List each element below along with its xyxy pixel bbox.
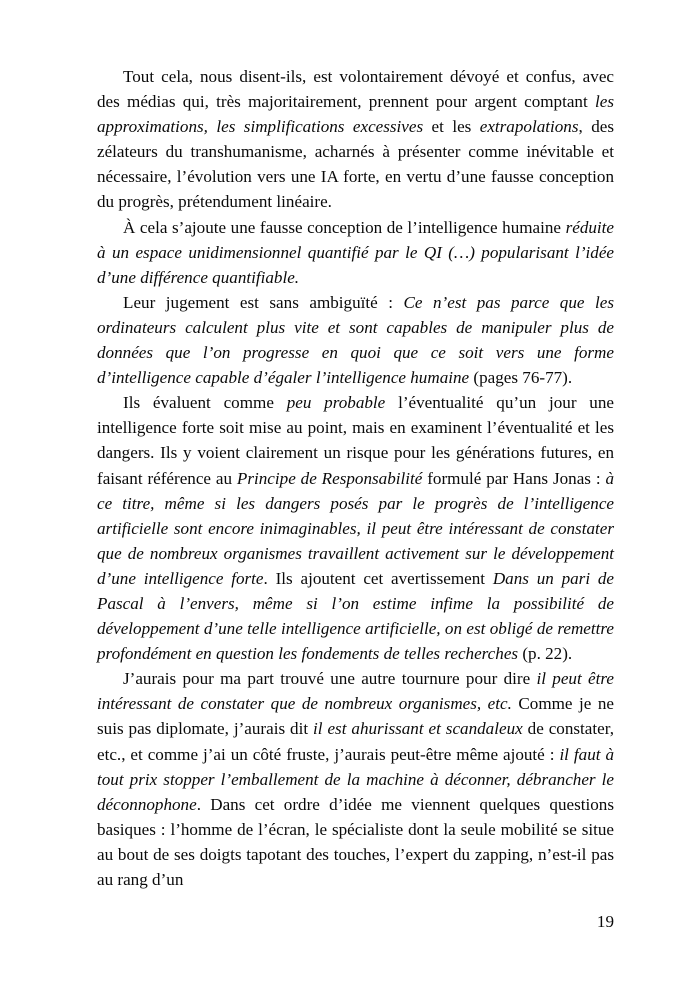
roman-run: J’aurais pour ma part trouvé une autre tournure pour dire (123, 669, 537, 689)
italic-run: Ce n’est pas parce que les ordinateurs calculent plus vite et sont capables de manipuler plus de données que l’on progresse en quoi que ce soit vers une forme d’intelligence capable d’égaler l’intelligence humaine (97, 292, 614, 388)
italic-run: à ce titre, même si les dangers posés par le progrès de l’intelligence artificielle sont encore inimaginables, il peut être intéressant de constater que de nombreux organismes travaillent activement sur le développement d’une intelligence forte (97, 468, 614, 588)
roman-run: de constater, etc., et comme j’ai un côté fruste, j’aurais peut-être même ajouté : (97, 719, 615, 764)
italic-run: les approximations, les simplifications excessives (97, 92, 614, 137)
italic-run: il est ahurissant et scandaleux (313, 719, 523, 739)
roman-run: formulé par Hans Jonas : (422, 468, 606, 488)
roman-run: . Ils ajoutent cet avertissement (263, 568, 493, 588)
roman-run: Comme je ne suis pas diplomate, j’aurais dit (97, 694, 615, 739)
roman-run: et les (423, 117, 480, 137)
italic-run: il peut être intéressant de constater que de nombreux organismes, etc. (97, 669, 614, 714)
roman-run: (p. 22). (518, 644, 573, 664)
roman-run: À cela s’ajoute une fausse conception de l’intelligence humaine (123, 217, 566, 237)
roman-run: , des zélateurs du transhumanisme, acharnés à présenter comme inévitable et nécessaire, l’évolution vers une IA forte, en vertu d’une fausse conception du progrès, prétendument linéaire. (97, 117, 614, 212)
italic-run: réduite à un espace unidimensionnel quantifié par le QI (…) popularisant l’idée d’une différence quantifiable. (97, 217, 614, 287)
paragraph (97, 64, 614, 215)
roman-run: l’éventualité qu’un jour une intelligence forte soit mise au point, mais en examinent l’éventualité et les dangers. Ils y voient clairement un risque pour les générations futures, en faisant référence au (97, 393, 614, 488)
italic-run: Principe de Responsabilité (236, 468, 423, 488)
roman-run: . Dans cet ordre d’idée me viennent quelques questions basiques : l’homme de l’écran, le spécialiste dont la seule mobilité se situe au bout de ses doigts tapotant des touches, l’expert du zapping, n’est-il pas au rang d’un (97, 794, 614, 889)
paragraph (97, 290, 614, 390)
paragraph (97, 390, 614, 666)
paragraph (97, 215, 614, 290)
italic-run: il faut à tout prix stopper l’emballement de la machine à déconner, débrancher le déconnophone (97, 744, 614, 814)
italic-run: extrapolations (479, 117, 579, 137)
roman-run: (pages 76-77). (469, 368, 573, 388)
roman-run: Ils évaluent comme (123, 393, 287, 413)
page-body-text (97, 64, 614, 892)
page-number: 19 (596, 912, 614, 931)
paragraph (97, 666, 614, 892)
roman-run: Leur jugement est sans ambiguïté : (123, 292, 404, 312)
italic-run: Dans un pari de Pascal à l’envers, même si l’on estime infime la possibilité de développement d’une telle intelligence artificielle, on est obligé de remettre profondément en question les fondements de telles recherches (97, 568, 614, 664)
italic-run: peu probable (286, 393, 386, 413)
roman-run: Tout cela, nous disent-ils, est volontairement dévoyé et confus, avec des médias qui, très majoritairement, prennent pour argent comptant (97, 67, 614, 112)
